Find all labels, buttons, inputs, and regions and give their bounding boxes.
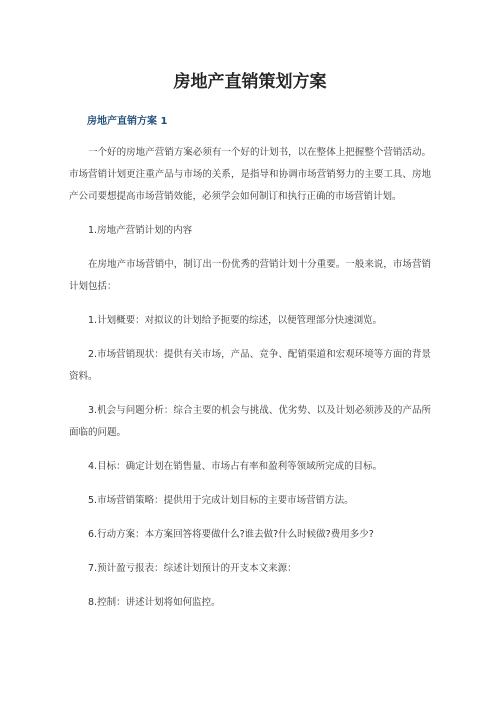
paragraph-plan-overview: 在房地产市场营销中，制订出一份优秀的营销计划十分重要。一般来说，市场营销计划包括： <box>69 259 431 292</box>
paragraph-item-control: 8.控制：讲述计划将如何监控。 <box>88 597 221 608</box>
paragraph-item-summary: 1.计划概要：对拟议的计划给予扼要的综述，以便管理部分快速浏览。 <box>88 315 383 326</box>
paragraph-item-goals: 4.目标：确定计划在销售量、市场占有率和盈利等领域所完成的目标。 <box>88 461 383 472</box>
paragraph-content-heading: 1.房地产营销计划的内容 <box>88 225 193 236</box>
paragraph-item-analysis: 3.机会与问题分析：综合主要的机会与挑战、优劣势、以及计划必须涉及的产品所面临的问题。 <box>69 405 431 438</box>
paragraph-item-strategy: 5.市场营销策略：提供用于完成计划目标的主要市场营销方法。 <box>88 495 354 506</box>
paragraph-item-action: 6.行动方案：本方案回答将要做什么?谁去做?什么时候做?费用多少? <box>88 529 374 540</box>
paragraph-intro: 一个好的房地产营销方案必须有一个好的计划书，以在整体上把握整个营销活动。市场营销计划更注重产品与市场的关系，是指导和协调市场营销努力的主要工具、房地产公司要想提高市场营销效能，必须学会如何制订和执行正确的市场营销计划。 <box>69 147 431 202</box>
section-heading: 房地产直销方案 1 <box>87 116 168 127</box>
paragraph-item-forecast: 7.预计盈亏报表：综述计划预计的开支本文来源： <box>88 563 297 574</box>
page-title: 房地产直销策划方案 <box>173 72 327 92</box>
paragraph-item-status: 2.市场营销现状：提供有关市场，产品、竞争、配销渠道和宏观环境等方面的背景资料。 <box>69 349 431 382</box>
